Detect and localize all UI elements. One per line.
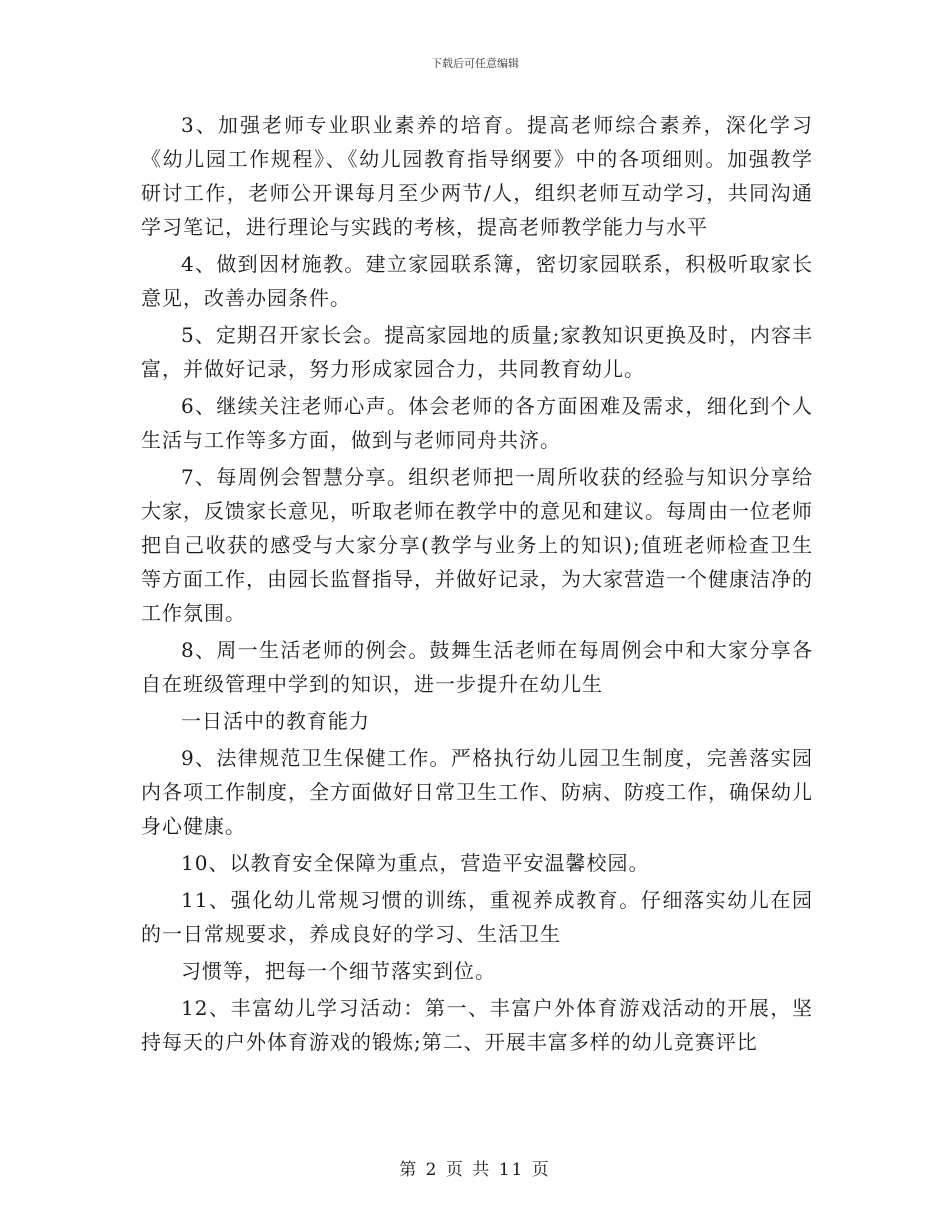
- paragraph-item-9: 9、法律规范卫生保健工作。严格执行幼儿园卫生制度，完善落实园内各项工作制度，全方面做好日常卫生工作、防病、防疫工作，确保幼儿身心健康。: [141, 746, 813, 838]
- header-note: 下载后可任意编辑: [431, 57, 519, 70]
- paragraph-item-10: 10、以教育安全保障为重点，营造平安温馨校园。: [181, 851, 650, 875]
- paragraph-item-12: 12、丰富幼儿学习活动：第一、丰富户外体育游戏活动的开展，坚持每天的户外体育游戏的锻炼;第二、开展丰富多样的幼儿竞赛评比: [141, 996, 813, 1054]
- paragraph-item-11-continued: 习惯等，把每一个细节落实到位。: [181, 959, 496, 983]
- paragraph-item-7: 7、每周例会智慧分享。组织老师把一周所收获的经验与知识分享给大家，反馈家长意见，听取老师在教学中的意见和建议。每周由一位老师把自己收获的感受与大家分享(教学与业务上的知识);值班老师检查卫生等方面工作，由园长监督指导，并做好记录，为大家营造一个健康洁净的工作氛围。: [141, 465, 813, 625]
- page-number-footer: 第 2 页 共 11 页: [399, 1160, 551, 1180]
- paragraph-item-8: 8、周一生活老师的例会。鼓舞生活老师在每周例会中和大家分享各自在班级管理中学到的知识，进一步提升在幼儿生: [141, 638, 813, 696]
- paragraph-item-11: 11、强化幼儿常规习惯的训练，重视养成教育。仔细落实幼儿在园的一日常规要求，养成良好的学习、生活卫生: [141, 888, 813, 946]
- paragraph-item-3: 3、加强老师专业职业素养的培育。提高老师综合素养，深化学习《幼儿园工作规程》、《幼儿园教育指导纲要》中的各项细则。加强教学研讨工作，老师公开课每月至少两节/人，组织老师互动学习，共同沟通学习笔记，进行理论与实践的考核，提高老师教学能力与水平: [141, 113, 813, 239]
- paragraph-item-8-continued: 一日活中的教育能力: [181, 709, 370, 733]
- document-body: [141, 108, 813, 1059]
- paragraph-item-4: 4、做到因材施教。建立家园联系簿，密切家园联系，积极听取家长意见，改善办园条件。: [141, 252, 813, 310]
- paragraph-item-6: 6、继续关注老师心声。体会老师的各方面困难及需求，细化到个人生活与工作等多方面，做到与老师同舟共济。: [141, 394, 813, 452]
- paragraph-item-5: 5、定期召开家长会。提高家园地的质量;家教知识更换及时，内容丰富，并做好记录，努力形成家园合力，共同教育幼儿。: [141, 323, 813, 381]
